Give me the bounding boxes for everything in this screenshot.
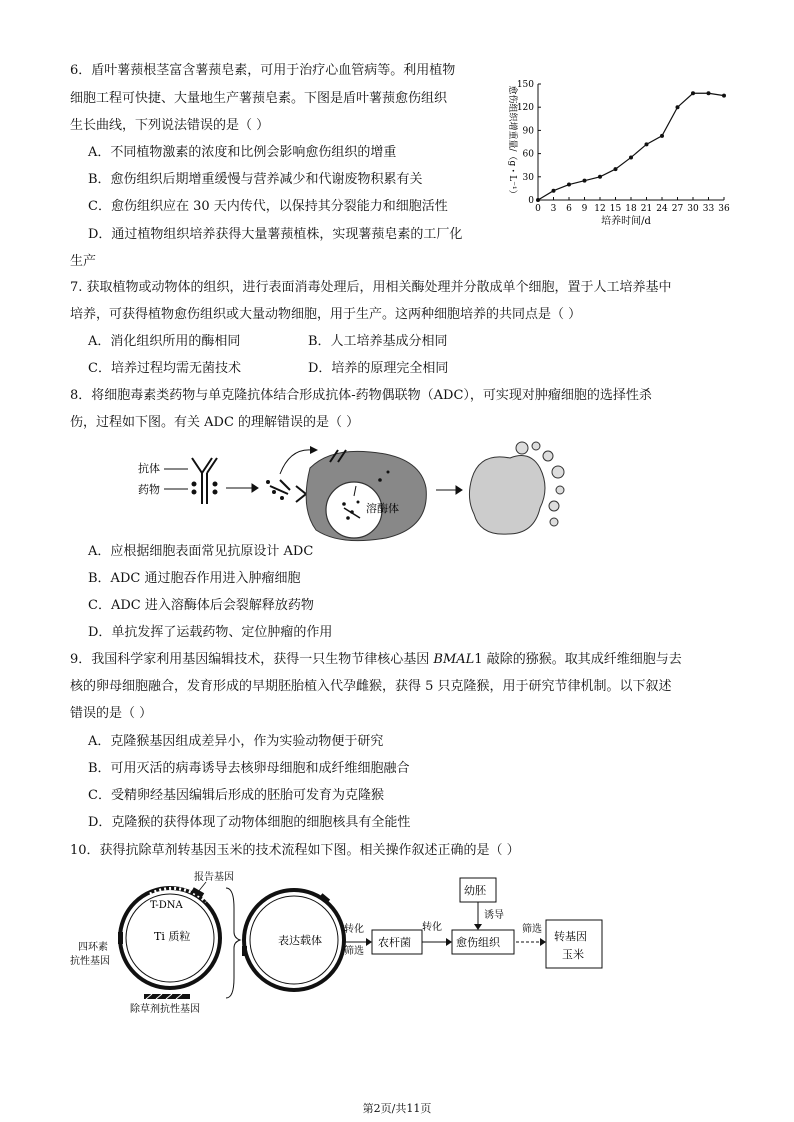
drug-dots-icon — [192, 482, 218, 495]
callus-label: 愈伤组织 — [456, 936, 500, 949]
y-tick-label: 90 — [522, 126, 534, 137]
select-label: 筛选 — [522, 924, 542, 935]
transform-label-1a: 转化 — [344, 924, 364, 935]
growth-curve-chart — [498, 72, 734, 230]
chart-x-label: 培养时间/d — [601, 216, 651, 227]
gene-name: BMAL — [433, 652, 475, 667]
x-tick-label: 15 — [609, 204, 622, 214]
q9-stem-line2: 核的卵母细胞融合，发育形成的早期胚胎植入代孕雌猴，获得 5 只克隆猴，用于研究节律机制。以下叙述 — [70, 679, 672, 694]
q9-option-c: C．受精卵经基因编辑后形成的胚胎可发育为克隆猴 — [88, 788, 384, 803]
data-point — [552, 189, 556, 193]
fig8-drug-label: 药物 — [138, 483, 160, 496]
ti-plasmid-label: Ti 质粒 — [154, 930, 191, 943]
chart-series — [536, 91, 726, 202]
adc-process-figure — [130, 438, 600, 546]
x-tick-label: 9 — [581, 204, 588, 214]
data-point — [614, 167, 618, 171]
x-tick-label: 0 — [535, 204, 541, 214]
dead-cell-icon — [469, 456, 545, 535]
q9-stem-line1: 9．我国科学家利用基因编辑技术，获得一只生物节律核心基因 BMAL1 敲除的猕猴。取其成纤维细胞与去 — [70, 652, 682, 667]
q8-option-c: C．ADC 进入溶酶体后会裂解释放药物 — [88, 598, 314, 613]
y-tick-label: 60 — [522, 149, 534, 160]
q10-stem: 10．获得抗除草剂转基因玉米的技术流程如下图。相关操作叙述正确的是（ ） — [70, 843, 520, 858]
arrow-icon — [226, 484, 258, 492]
young-embryo-label: 幼胚 — [464, 884, 486, 897]
transgenic-corn-label-2: 玉米 — [562, 948, 584, 961]
antibody-icon — [192, 458, 217, 504]
x-tick-label: 18 — [625, 204, 637, 214]
q8-option-a: A．应根据细胞表面常见抗原设计 ADC — [88, 544, 314, 559]
q6-option-c: C．愈伤组织应在 30 天内传代，以保持其分裂能力和细胞活性 — [88, 199, 448, 214]
data-point — [567, 183, 571, 187]
q7-option-c: C．培养过程均需无菌技术 — [88, 361, 241, 376]
fig8-antibody-label: 抗体 — [138, 462, 160, 475]
q8-option-d: D．单抗发挥了运载药物、定位肿瘤的作用 — [88, 625, 333, 640]
q7-stem-line2: 培养，可获得植物愈伤组织或大量动物细胞，用于生产。这两种细胞培养的共同点是（ ） — [70, 307, 582, 322]
q6-option-d: D．通过植物组织培养获得大量薯蓣植株，实现薯蓣皂素的工厂化 — [88, 227, 463, 242]
q8-stem-line2: 伤，过程如下图。有关 ADC 的理解错误的是（ ） — [70, 415, 360, 430]
data-point — [629, 155, 633, 159]
y-tick-label: 150 — [516, 80, 534, 90]
q7-option-a: A．消化组织所用的酶相同 — [88, 334, 241, 349]
y-tick-label: 30 — [522, 172, 534, 183]
y-tick-label: 120 — [516, 103, 534, 114]
fig8-lysosome-label: 溶酶体 — [366, 502, 399, 515]
brace-icon — [226, 888, 240, 998]
herbicide-gene-label: 除草剂抗性基因 — [130, 1004, 200, 1015]
chart-y-label: 愈伤组织增重量/（g・L⁻¹） — [507, 85, 517, 199]
q8-option-b: B．ADC 通过胞吞作用进入肿瘤细胞 — [88, 571, 301, 586]
x-tick-label: 3 — [550, 204, 557, 214]
data-point — [598, 175, 602, 179]
data-point — [707, 91, 711, 95]
q9-option-d: D．克隆猴的获得体现了动物体细胞的细胞核具有全能性 — [88, 815, 411, 830]
x-tick-label: 6 — [566, 204, 572, 214]
page-footer: 第2页/共11页 — [362, 1102, 432, 1115]
x-tick-label: 21 — [640, 204, 653, 214]
q6-option-d-cont: 生产 — [70, 254, 97, 269]
data-point — [676, 105, 680, 109]
data-point — [645, 142, 649, 146]
data-point — [536, 198, 540, 202]
y-tick-label: 0 — [528, 196, 534, 206]
q7-option-b: B．人工培养基成分相同 — [308, 334, 448, 349]
arrow-icon — [436, 486, 462, 494]
induce-label: 诱导 — [484, 910, 504, 921]
x-tick-label: 30 — [687, 204, 699, 214]
transform-label-1b: 筛选 — [344, 946, 364, 957]
q6-stem-line2: 细胞工程可快捷、大量地生产薯蓣皂素。下图是盾叶薯蓣愈伤组织 — [70, 91, 448, 106]
data-point — [691, 91, 695, 95]
curved-arrow-icon — [280, 450, 312, 474]
q6-option-a: A．不同植物激素的浓度和比例会影响愈伤组织的增重 — [88, 145, 397, 160]
q9-stem-line3: 错误的是（ ） — [70, 706, 153, 721]
x-tick-label: 33 — [702, 204, 715, 214]
q9-option-a: A．克隆猴基因组成差异小，作为实验动物便于研究 — [88, 734, 384, 749]
q6-option-b: B．愈伤组织后期增重缓慢与营养减少和代谢废物积累有关 — [88, 172, 423, 187]
x-tick-label: 12 — [594, 204, 606, 214]
q7-stem-line1: 7. 获取植物或动物体的组织，进行表面消毒处理后，用相关酶处理并分散成单个细胞，置于人工培养基中 — [70, 280, 672, 295]
x-tick-label: 24 — [656, 204, 668, 214]
q9-option-b: B．可用灭活的病毒诱导去核卵母细胞和成纤维细胞融合 — [88, 761, 410, 776]
transgenic-corn-flowchart — [66, 868, 666, 1016]
expression-vector-label: 表达载体 — [278, 934, 322, 947]
tdna-label: T-DNA — [150, 900, 183, 911]
data-point — [722, 94, 726, 98]
q6-stem-line3: 生长曲线，下列说法错误的是（ ） — [70, 118, 270, 133]
q6-stem-line1: 6．盾叶薯蓣根茎富含薯蓣皂素，可用于治疗心血管病等。利用植物 — [70, 63, 456, 78]
tet-resistance-label-1: 四环素 — [78, 942, 108, 953]
chart-axes — [538, 84, 724, 200]
q7-option-d: D．培养的原理完全相同 — [308, 361, 449, 376]
tet-resistance-label-2: 抗性基因 — [70, 956, 110, 967]
q8-stem-line1: 8．将细胞毒素类药物与单克隆抗体结合形成抗体-药物偶联物（ADC），可实现对肿瘤细胞的选择性杀 — [70, 388, 652, 403]
series-line — [538, 93, 724, 200]
chart-y-ticks — [517, 80, 541, 206]
data-point — [583, 179, 587, 183]
transform-label-2: 转化 — [422, 922, 442, 933]
data-point — [660, 134, 664, 138]
reporter-gene-label: 报告基因 — [194, 872, 234, 883]
x-tick-label: 36 — [718, 204, 730, 214]
x-tick-label: 27 — [671, 204, 684, 214]
agrobacterium-label: 农杆菌 — [378, 936, 411, 949]
transgenic-corn-label-1: 转基因 — [554, 930, 587, 943]
